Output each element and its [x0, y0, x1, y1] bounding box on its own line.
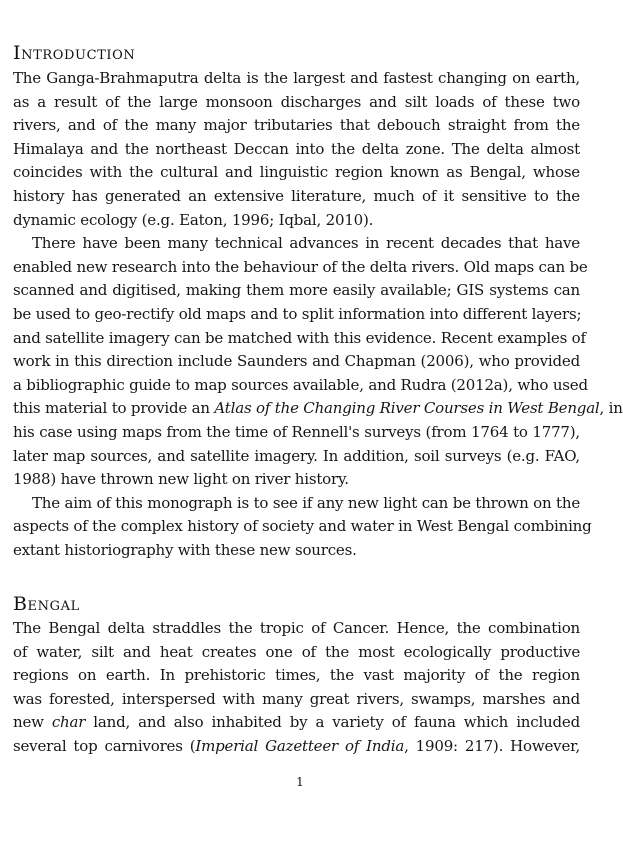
- text-segment: coincides with the cultural and linguistic region known as Bengal, whose: [13, 163, 580, 182]
- text-line: [13, 421, 580, 445]
- text-segment: The Ganga-Brahmaputra delta is the largest and fastest changing on earth,: [13, 69, 580, 87]
- text-line: [13, 664, 580, 688]
- text-segment: of water, silt and heat creates one of the most ecologically productive: [13, 642, 580, 661]
- text-segment: , 1909: 217). However,: [404, 736, 581, 755]
- text-line: [13, 138, 580, 162]
- text-segment: 1988) have thrown new light on river history.: [13, 470, 349, 489]
- text-line: [13, 711, 580, 735]
- text-line: [13, 397, 623, 421]
- introduction-body: [13, 67, 623, 562]
- text-segment: and satellite imagery can be matched with this evidence. Recent examples of: [13, 328, 586, 347]
- section-heading-introduction: Introduction: [13, 42, 136, 64]
- text-segment: a bibliographic guide to map sources available, and Rudra (2012a), who used: [13, 375, 588, 394]
- text-segment: this material to provide an: [13, 399, 215, 418]
- text-segment: extant historiography with these new sources.: [13, 540, 357, 559]
- text-line: [13, 279, 580, 303]
- page-number: 1: [296, 775, 304, 789]
- text-line: [13, 374, 588, 398]
- text-segment: history has generated an extensive literature, much of it sensitive to the: [13, 186, 580, 205]
- text-line: [13, 327, 586, 351]
- text-line: [13, 617, 580, 641]
- bengal-body: [13, 617, 580, 759]
- text-line: [13, 539, 580, 563]
- text-segment: rivers, and of the many major tributaries that debouch straight from the: [13, 116, 580, 135]
- italic-text: Imperial Gazetteer of India: [195, 736, 405, 755]
- text-segment: The aim of this monograph is to see if any new light can be thrown on the: [32, 493, 580, 512]
- text-segment: land, and also inhabited by a variety of fauna which included: [85, 713, 580, 732]
- text-segment: as a result of the large monsoon discharges and silt loads of these two: [13, 92, 580, 111]
- text-segment: aspects of the complex history of society and water in West Bengal combining: [13, 517, 592, 536]
- text-line: [13, 303, 580, 327]
- text-segment: There have been many technical advances in recent decades that have: [32, 234, 580, 253]
- text-line: [13, 492, 580, 516]
- italic-text: Atlas of the Changing River Courses in West Bengal: [214, 399, 600, 418]
- text-line: [13, 735, 580, 759]
- text-line: [13, 185, 580, 209]
- text-line: [13, 350, 580, 374]
- text-segment: new: [13, 713, 52, 732]
- text-segment: several top carnivores (: [13, 736, 196, 755]
- italic-text: char: [51, 713, 86, 732]
- text-line: [13, 91, 580, 115]
- text-line: [13, 114, 580, 138]
- text-line: [13, 67, 580, 91]
- text-segment: The Bengal delta straddles the tropic of Cancer. Hence, the combination: [13, 619, 580, 637]
- text-segment: scanned and digitised, making them more easily available; GIS systems can: [13, 281, 580, 300]
- text-segment: regions on earth. In prehistoric times, the vast majority of the region: [13, 666, 580, 685]
- text-line: [13, 161, 580, 185]
- text-segment: enabled new research into the behaviour of the delta rivers. Old maps can be: [13, 257, 588, 276]
- text-segment: later map sources, and satellite imagery. In addition, soil surveys (e.g. FAO,: [13, 446, 580, 465]
- text-line: [13, 256, 588, 280]
- text-line: [13, 209, 580, 233]
- text-segment: was forested, interspersed with many great rivers, swamps, marshes and: [13, 689, 580, 708]
- text-segment: work in this direction include Saunders and Chapman (2006), who provided: [13, 352, 580, 371]
- text-line: [13, 688, 580, 712]
- text-segment: , in: [599, 399, 623, 418]
- text-segment: be used to geo-rectify old maps and to split information into different layers;: [13, 304, 582, 323]
- text-segment: dynamic ecology (e.g. Eaton, 1996; Iqbal, 2010).: [13, 210, 374, 229]
- text-segment: his case using maps from the time of Rennell's surveys (from 1764 to 1777),: [13, 422, 580, 441]
- text-line: [13, 468, 580, 492]
- text-line: [13, 445, 580, 469]
- text-line: [13, 515, 592, 539]
- section-heading-bengal: Bengal: [13, 593, 80, 615]
- text-segment: Himalaya and the northeast Deccan into the delta zone. The delta almost: [13, 139, 580, 158]
- text-line: [13, 232, 580, 256]
- text-line: [13, 641, 580, 665]
